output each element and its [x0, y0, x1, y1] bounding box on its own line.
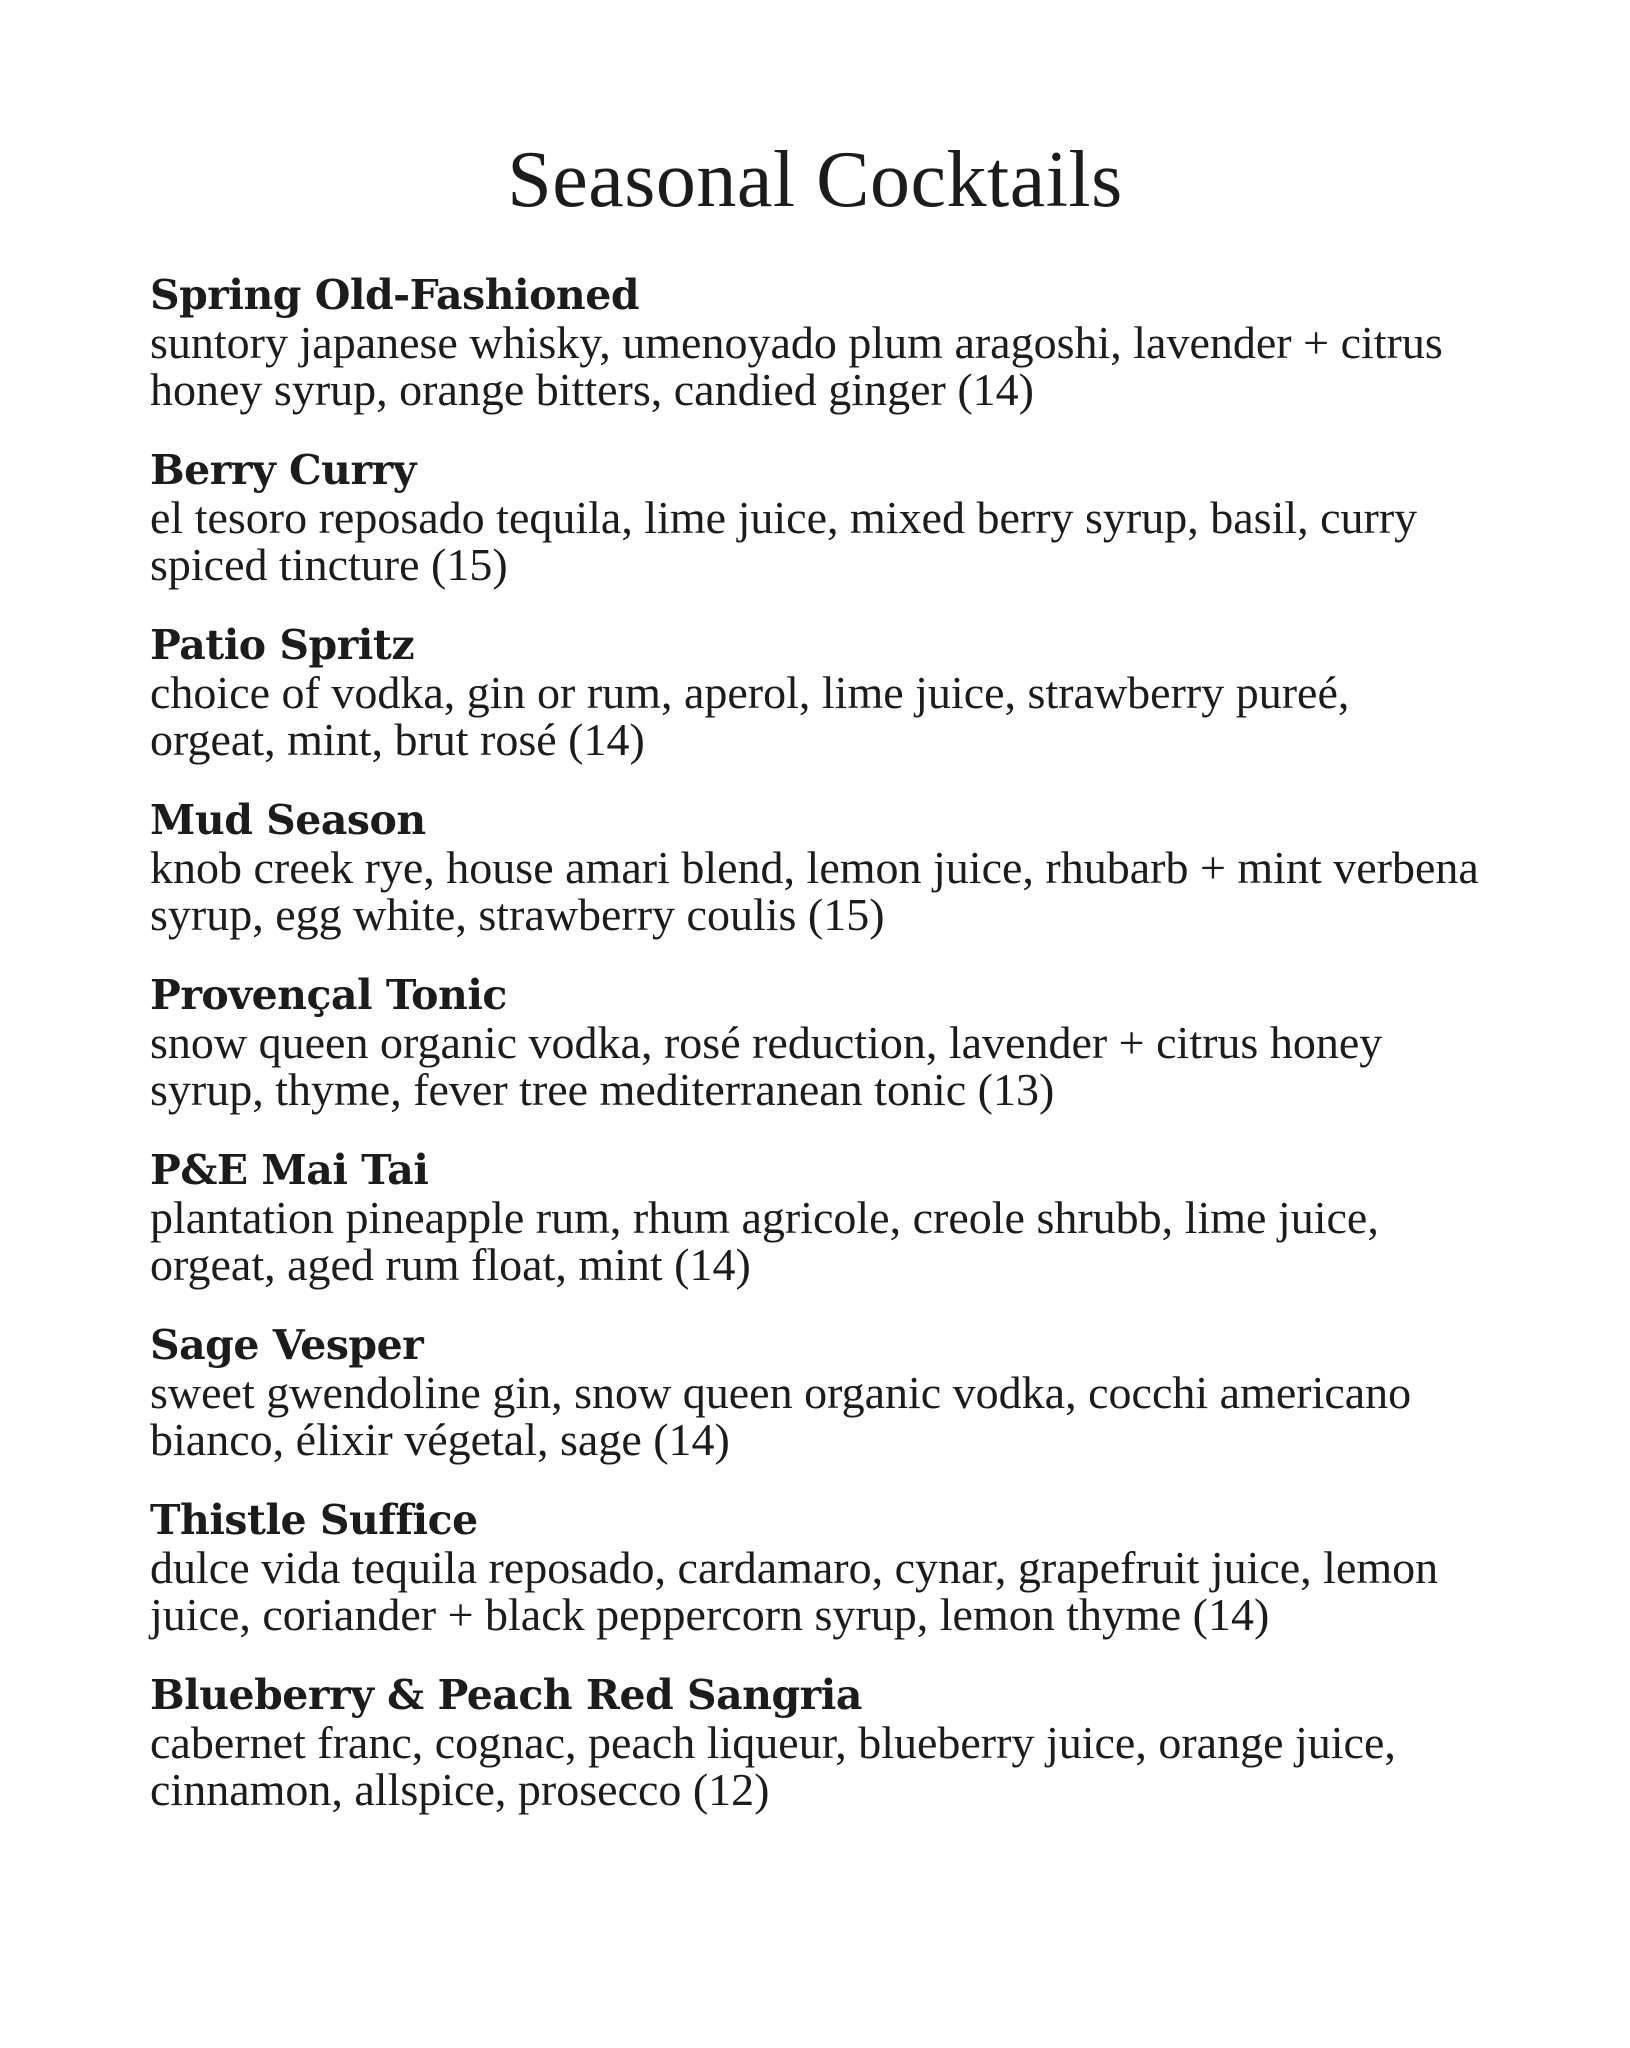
menu-item: [150, 1497, 1480, 1638]
cocktail-description: plantation pineapple rum, rhum agricole, creole shrubb, lime juice, orgeat, aged rum float, mint (14): [150, 1192, 1379, 1290]
cocktail-description: sweet gwendoline gin, snow queen organic vodka, cocchi americano bianco, élixir végetal, sage (14): [150, 1367, 1412, 1465]
cocktail-name: Berry Curry: [150, 446, 417, 494]
menu-item: [150, 797, 1480, 938]
menu-item: [150, 447, 1480, 588]
cocktail-description: knob creek rye, house amari blend, lemon juice, rhubarb + mint verbena syrup, egg white, strawberry coulis (15): [150, 842, 1479, 940]
cocktail-description: suntory japanese whisky, umenoyado plum aragoshi, lavender + citrus honey syrup, orange bitters, candied ginger (14): [150, 317, 1443, 415]
menu-item: [150, 622, 1480, 763]
cocktail-name: Thistle Suffice: [150, 1496, 478, 1544]
cocktail-name: Blueberry & Peach Red Sangria: [150, 1671, 862, 1719]
cocktail-description: dulce vida tequila reposado, cardamaro, cynar, grapefruit juice, lemon juice, coriander + black peppercorn syrup, lemon thyme (14): [150, 1542, 1439, 1640]
cocktail-name: Provençal Tonic: [150, 971, 507, 1019]
cocktail-description: el tesoro reposado tequila, lime juice, mixed berry syrup, basil, curry spiced tincture (15): [150, 492, 1418, 590]
menu-item: [150, 1672, 1480, 1813]
cocktail-name: Spring Old-Fashioned: [150, 271, 639, 319]
cocktail-name: Mud Season: [150, 796, 426, 844]
menu-title: Seasonal Cocktails: [507, 136, 1123, 224]
cocktail-description: snow queen organic vodka, rosé reduction, lavender + citrus honey syrup, thyme, fever tree mediterranean tonic (13): [150, 1017, 1383, 1115]
cocktail-description: cabernet franc, cognac, peach liqueur, blueberry juice, orange juice, cinnamon, allspice, prosecco (12): [150, 1717, 1396, 1815]
menu-item: [150, 1147, 1480, 1288]
cocktail-list: [150, 272, 1480, 1813]
cocktail-name: Sage Vesper: [150, 1321, 424, 1369]
cocktail-name: Patio Spritz: [150, 621, 415, 669]
cocktail-description: choice of vodka, gin or rum, aperol, lime juice, strawberry pureé, orgeat, mint, brut rosé (14): [150, 667, 1350, 765]
menu-item: [150, 272, 1480, 413]
menu-item: [150, 1322, 1480, 1463]
cocktail-name: P&E Mai Tai: [150, 1146, 429, 1194]
menu-item: [150, 972, 1480, 1113]
